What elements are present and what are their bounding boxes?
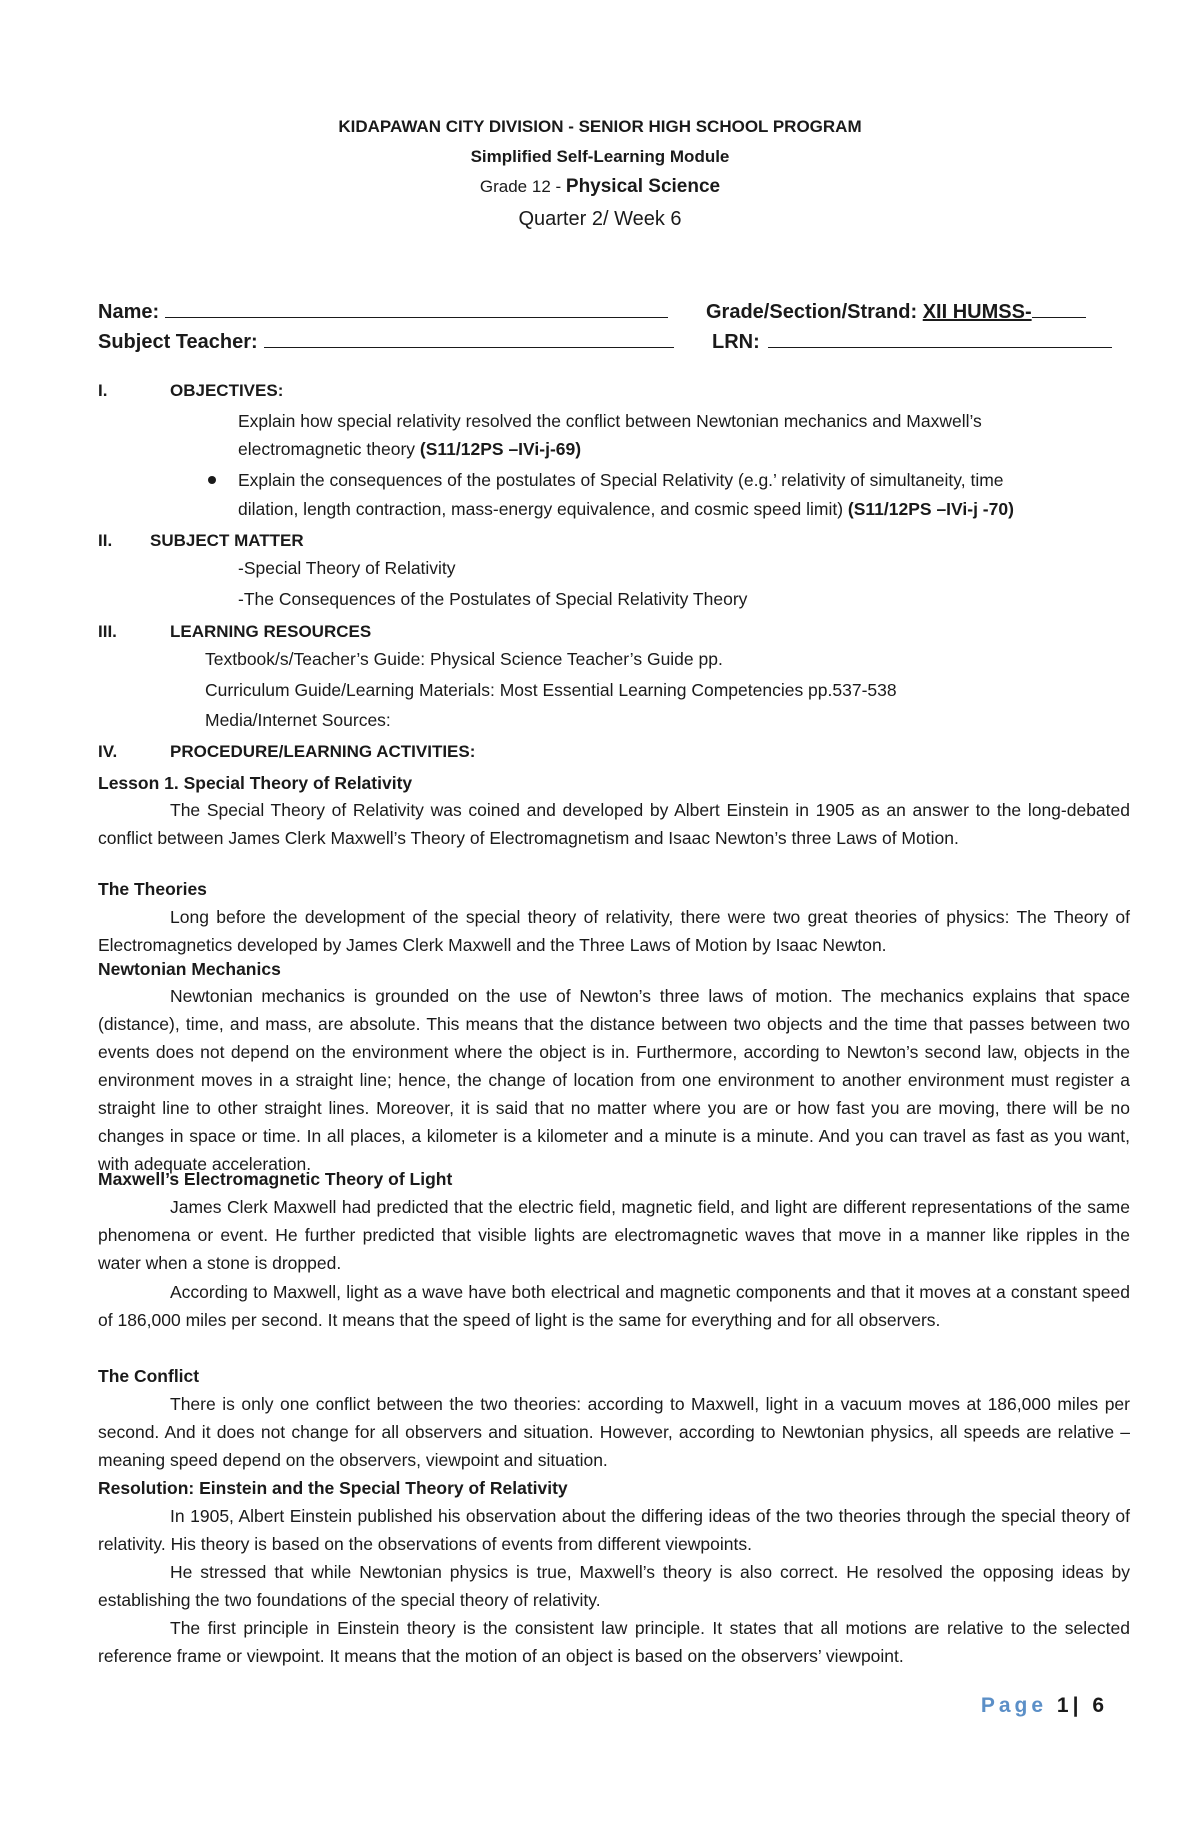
lesson-title: Lesson 1. Special Theory of Relativity	[98, 773, 413, 793]
lesson-intro-text: The Special Theory of Relativity was coined and developed by Albert Einstein in 1905 as an answer to the long-debated conflict between James Clerk Maxwell’s Theory of Electromagnetism and Isaac Newton’s three Laws of Motion.	[98, 800, 1130, 848]
newton-heading: Newtonian Mechanics	[98, 959, 281, 979]
maxwell-paragraph-1	[98, 1193, 1130, 1277]
name-field	[98, 297, 668, 327]
conflict-text: There is only one conflict between the two theories: according to Maxwell, light in a vacuum moves at 186,000 miles per second. And it does not change for all observers and situation. However, according to Newtonian physics, all speeds are relative – meaning speed depend on the observers, viewpoint and situation.	[98, 1394, 1130, 1470]
division-title: KIDAPAWAN CITY DIVISION - SENIOR HIGH SCHOOL PROGRAM	[338, 117, 862, 136]
document-header	[0, 112, 1200, 236]
teacher-field	[98, 327, 674, 357]
resource-item: Curriculum Guide/Learning Materials: Most Essential Learning Competencies pp.537-538	[205, 680, 897, 700]
section-heading: PROCEDURE/LEARNING ACTIVITIES:	[170, 742, 476, 761]
objective-1-line-2	[238, 435, 581, 463]
grade-prefix: Grade 12 -	[479, 177, 566, 196]
teacher-blank[interactable]	[264, 327, 674, 348]
section-heading: SUBJECT MATTER	[150, 531, 304, 550]
grade-section-field	[706, 297, 1086, 327]
conflict-heading: The Conflict	[98, 1366, 200, 1386]
maxwell-paragraph-2	[98, 1278, 1130, 1334]
page-word: Page	[980, 1694, 1048, 1717]
objective-2-code: (S11/12PS –IVi-j -70)	[847, 499, 1014, 519]
objective-2-line-1: Explain the consequences of the postulates of Special Relativity (e.g.’ relativity of simultaneity, time	[238, 470, 1004, 490]
theories-heading: The Theories	[98, 879, 207, 899]
section-heading: LEARNING RESOURCES	[170, 622, 372, 641]
conflict-paragraph	[98, 1390, 1130, 1474]
subject-name: Physical Science	[565, 176, 721, 197]
page-number: 1	[1056, 1694, 1073, 1717]
objective-1-line-1: Explain how special relativity resolved the conflict between Newtonian mechanics and Maxwell’s	[238, 411, 982, 431]
name-blank[interactable]	[165, 297, 668, 318]
newton-paragraph	[98, 982, 1130, 1178]
resolution-text-2: He stressed that while Newtonian physics is true, Maxwell’s theory is also correct. He resolved the opposing ideas by establishing the two foundations of the special theory of relativity.	[98, 1562, 1130, 1610]
lrn-blank[interactable]	[768, 327, 1112, 348]
page-separator: |	[1072, 1694, 1083, 1717]
section-number: III.	[98, 622, 117, 641]
subject-matter-item: -Special Theory of Relativity	[238, 558, 456, 578]
resource-item: Textbook/s/Teacher’s Guide: Physical Science Teacher’s Guide pp.	[205, 649, 723, 669]
objective-1-text: electromagnetic theory	[238, 439, 420, 459]
section-number: IV.	[98, 742, 118, 761]
grade-section-blank[interactable]	[1032, 297, 1086, 318]
page-total: 6	[1092, 1694, 1108, 1717]
objective-2-line-2	[238, 495, 1014, 523]
quarter-week: Quarter 2/ Week 6	[518, 208, 682, 230]
page-footer	[981, 1694, 1108, 1718]
grade-section-value: XII HUMSS-	[922, 301, 1032, 323]
section-heading: OBJECTIVES:	[170, 381, 284, 400]
name-label: Name:	[98, 301, 160, 323]
theories-paragraph	[98, 903, 1130, 959]
grade-subject	[0, 172, 1200, 202]
lesson-intro	[98, 796, 1130, 852]
maxwell-text-1: James Clerk Maxwell had predicted that the electric field, magnetic field, and light are different representations of the same phenomena or event. He further predicted that visible lights are electromagnetic waves that move in a manner like ripples in the water when a stone is dropped.	[98, 1197, 1130, 1273]
lrn-label: LRN:	[712, 331, 760, 353]
maxwell-heading: Maxwell’s Electromagnetic Theory of Light	[98, 1169, 453, 1189]
resolution-text-3: The first principle in Einstein theory is the consistent law principle. It states that all motions are relative to the selected reference frame or viewpoint. It means that the motion of an object is based on the observers’ viewpoint.	[98, 1618, 1130, 1666]
objective-2-text: dilation, length contraction, mass-energy equivalence, and cosmic speed limit)	[238, 499, 848, 519]
maxwell-text-2: According to Maxwell, light as a wave have both electrical and magnetic components and that it moves at a constant speed of 186,000 miles per second. It means that the speed of light is the same for everything and for all observers.	[98, 1282, 1130, 1330]
section-number: I.	[98, 381, 108, 400]
section-number: II.	[98, 531, 113, 550]
resolution-paragraph-3	[98, 1614, 1130, 1670]
subject-matter-item: -The Consequences of the Postulates of Special Relativity Theory	[238, 589, 748, 609]
teacher-label: Subject Teacher:	[98, 331, 258, 353]
resolution-paragraph-1	[98, 1502, 1130, 1558]
bullet-icon	[208, 476, 216, 484]
grade-section-label: Grade/Section/Strand:	[706, 301, 918, 323]
resolution-heading: Resolution: Einstein and the Special Theory of Relativity	[98, 1478, 568, 1498]
theories-text: Long before the development of the special theory of relativity, there were two great theories of physics: The Theory of Electromagnetics developed by James Clerk Maxwell and the Three Laws of Motion by Isaac Newton.	[98, 907, 1130, 955]
lrn-field	[712, 327, 1112, 357]
objective-1-code: (S11/12PS –IVi-j-69)	[419, 439, 582, 459]
module-title: Simplified Self-Learning Module	[470, 147, 730, 166]
resolution-paragraph-2	[98, 1558, 1130, 1614]
resolution-text-1: In 1905, Albert Einstein published his observation about the differing ideas of the two theories through the special theory of relativity. His theory is based on the observations of events from different viewpoints.	[98, 1506, 1130, 1554]
resource-item: Media/Internet Sources:	[205, 710, 391, 730]
newton-text: Newtonian mechanics is grounded on the use of Newton’s three laws of motion. The mechanics explains that space (distance), time, and mass, are absolute. This means that the distance between two objects and the time that passes between two events does not depend on the environment where the object is in. Furthermore, according to Newton’s second law, objects in the environment moves in a straight line; hence, the change of location from one environment to another environment must register a straight line to other straight lines. Moreover, it is said that no matter where you are or how fast you are moving, there will be no changes in space or time. In all places, a kilometer is a kilometer and a minute is a minute. And you can travel as fast as you want, with adequate acceleration.	[98, 986, 1130, 1174]
